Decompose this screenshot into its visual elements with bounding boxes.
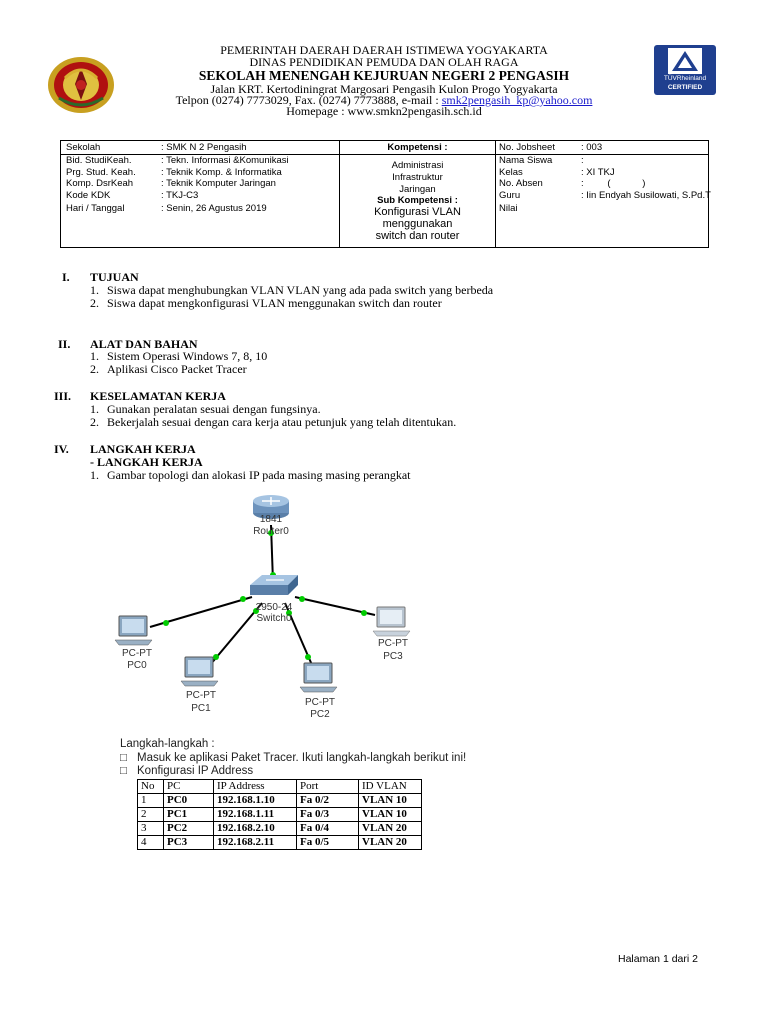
router-name-label: Router0 <box>253 526 289 537</box>
kelas-label: Kelas <box>499 166 523 178</box>
router-model-label: 1841 <box>259 514 283 525</box>
kelas-value: : XI TKJ <box>581 166 615 178</box>
s2-item-2-marker: 2. <box>90 362 99 376</box>
section-4-number: IV. <box>54 442 69 456</box>
bid-label: Bid. StudiKeah. <box>66 155 132 166</box>
pc0-name-label: PC0 <box>127 660 147 671</box>
sekolah-label: Sekolah <box>66 142 101 153</box>
s1-item-1-marker: 1. <box>90 283 99 297</box>
step-1: Masuk ke aplikasi Paket Tracer. Ikuti langkah-langkah berikut ini! <box>137 752 467 764</box>
col-no: No <box>138 780 164 794</box>
ip-address-table <box>137 779 422 850</box>
kompetensi-line1: Administrasi <box>391 160 444 171</box>
jobsheet-label: No. Jobsheet <box>499 142 555 153</box>
section-2-number: II. <box>58 337 71 351</box>
s3-item-1-marker: 1. <box>90 402 99 416</box>
cert-brand: TÜVRheinland <box>663 75 707 82</box>
pc0-type-label: PC-PT <box>122 648 152 659</box>
section-1-title: TUJUAN <box>90 270 139 284</box>
nama-label: Nama Siswa <box>499 155 553 166</box>
s1-item-1: Siswa dapat menghubungkan VLAN VLAN yang ada pada switch yang berbeda <box>107 283 494 297</box>
bid-value: : Tekn. Informasi &Komunikasi <box>161 155 289 166</box>
sub-kompetensi-line3: switch dan router <box>375 230 460 242</box>
header-government: PEMERINTAH DAERAH DAERAH ISTIMEWA YOGYAKARTA <box>220 43 548 57</box>
header-contact: Telpon (0274) 7773029, Fax. (0274) 7773888, e-mail : smk2pengasih_kp@yahoo.com <box>175 93 593 107</box>
pc3-icon[interactable] <box>373 607 410 636</box>
switch-model-label: 2950-24 <box>255 602 293 613</box>
guru-label: Guru <box>499 189 521 201</box>
table-row: 3 PC2 192.168.2.10 Fa 0/4 VLAN 20 <box>138 822 422 836</box>
header-school-name: SEKOLAH MENENGAH KEJURUAN NEGERI 2 PENGASIH <box>198 68 570 83</box>
steps-title: Langkah-langkah : <box>120 738 215 750</box>
hari-value: : Senin, 26 Agustus 2019 <box>161 203 267 214</box>
table-row: 4 PC3 192.168.2.11 Fa 0/5 VLAN 20 <box>138 836 422 850</box>
link-switch-pc0 <box>150 596 252 627</box>
kdk-value: : TKJ-C3 <box>161 189 199 201</box>
tuv-triangle-icon <box>654 47 716 77</box>
col-pc: PC <box>164 780 214 794</box>
section-1-number: I. <box>62 270 70 284</box>
pc1-name-label: PC1 <box>191 703 211 714</box>
pc2-icon[interactable] <box>300 663 337 692</box>
s2-item-2: Aplikasi Cisco Packet Tracer <box>107 362 247 376</box>
header-department: DINAS PENDIDIKAN PEMUDA DAN OLAH RAGA <box>249 55 519 69</box>
sekolah-value: : SMK N 2 Pengasih <box>161 142 247 153</box>
step-2: Konfigurasi IP Address <box>137 765 254 777</box>
section-3-number: III. <box>54 389 72 403</box>
certified-badge <box>654 45 716 95</box>
nilai-label: Nilai <box>499 203 518 214</box>
pc2-name-label: PC2 <box>310 709 330 720</box>
jobsheet-value: : 003 <box>581 142 603 153</box>
s3-item-1: Gunakan peralatan sesuai dengan fungsinya. <box>107 402 321 416</box>
sub-kompetensi-line1: Konfigurasi VLAN <box>374 206 461 218</box>
kdk-label: Kode KDK <box>66 189 111 201</box>
switch-name-label: Switch0 <box>256 613 292 624</box>
header-homepage: Homepage : www.smkn2pengasih.sch.id <box>286 104 482 118</box>
pc2-type-label: PC-PT <box>305 697 335 708</box>
step-1-bullet: □ <box>120 752 127 764</box>
s1-item-2: Siswa dapat mengkonfigurasi VLAN menggunakan switch dan router <box>107 296 442 310</box>
s3-item-2: Bekerjalah sesuai dengan cara kerja atau petunjuk yang telah ditentukan. <box>107 415 457 429</box>
section-4-title: LANGKAH KERJA <box>90 442 196 456</box>
komp-value: : Teknik Komputer Jaringan <box>161 178 276 189</box>
s4-item-1: Gambar topologi dan alokasi IP pada masing masing perangkat <box>107 468 411 482</box>
header-address: Jalan KRT. Kertodiningrat Margosari Pengasih Kulon Progo Yogyakarta <box>210 82 558 96</box>
table-row: 1 PC0 192.168.1.10 Fa 0/2 VLAN 10 <box>138 794 422 808</box>
hari-label: Hari / Tanggal <box>66 203 125 214</box>
komp-label: Komp. DsrKeah <box>66 178 134 189</box>
table-header-row <box>138 780 422 794</box>
nama-value: : <box>581 155 584 166</box>
s1-item-2-marker: 2. <box>90 296 99 310</box>
sub-kompetensi-label: Sub Kompetensi : <box>377 195 458 206</box>
jobsheet-info-table <box>60 140 709 248</box>
prg-value: : Teknik Komp. & Informatika <box>161 166 282 178</box>
absen-value: : ( ) <box>581 178 646 189</box>
switch-icon[interactable] <box>250 575 298 595</box>
pc0-icon[interactable] <box>115 616 152 645</box>
table-row: 2 PC1 192.168.1.11 Fa 0/3 VLAN 10 <box>138 808 422 822</box>
pc1-type-label: PC-PT <box>186 690 216 701</box>
kompetensi-line2: Infrastruktur <box>392 172 443 183</box>
kompetensi-label: Kompetensi : <box>387 142 448 153</box>
section-2-title: ALAT DAN BAHAN <box>90 337 198 351</box>
prg-label: Prg. Stud. Keah. <box>66 166 136 178</box>
network-topology-diagram <box>0 485 768 725</box>
s4-item-1-marker: 1. <box>90 468 99 482</box>
col-ip: IP Address <box>214 780 297 794</box>
section-4-subtitle: - LANGKAH KERJA <box>90 455 203 469</box>
absen-label: No. Absen <box>499 178 543 189</box>
pc3-name-label: PC3 <box>383 651 403 662</box>
s2-item-1: Sistem Operasi Windows 7, 8, 10 <box>107 349 268 363</box>
col-vlan: ID VLAN <box>359 780 422 794</box>
pc3-type-label: PC-PT <box>378 638 408 649</box>
link-switch-pc3 <box>295 596 375 616</box>
cert-label: CERTIFIED <box>667 84 703 91</box>
guru-value: : Iin Endyah Susilowati, S.Pd.T <box>581 189 711 201</box>
email-link[interactable]: smk2pengasih_kp@yahoo.com <box>441 93 593 107</box>
page-number: Halaman 1 dari 2 <box>618 953 698 965</box>
sub-kompetensi-line2: menggunakan <box>382 218 453 230</box>
s3-item-2-marker: 2. <box>90 415 99 429</box>
step-2-bullet: □ <box>120 765 127 777</box>
s2-item-1-marker: 1. <box>90 349 99 363</box>
kompetensi-line3: Jaringan <box>399 184 436 195</box>
pc1-icon[interactable] <box>181 657 218 686</box>
section-3-title: KESELAMATAN KERJA <box>90 389 226 403</box>
col-port: Port <box>297 780 359 794</box>
